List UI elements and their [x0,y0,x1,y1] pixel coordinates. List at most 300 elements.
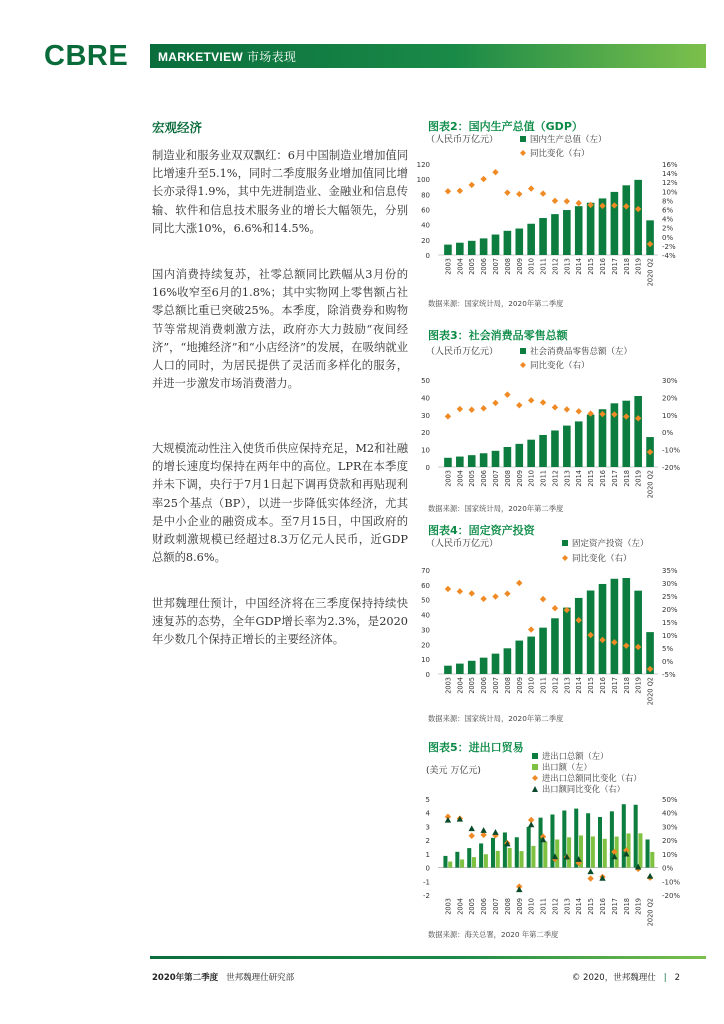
bar [456,243,464,255]
x-tick-label: 2004 [456,677,465,694]
x-tick-label: 2014 [575,898,584,915]
legend-swatch-dot [520,150,526,156]
bar [504,447,512,467]
right-tick-label: 30% [662,823,678,832]
x-tick-label: 2020 Q2 [646,898,655,927]
bar [520,851,524,867]
unit-label: （人民币万亿元） [426,539,499,549]
data-point [469,182,475,188]
legend-swatch-dot [562,555,568,561]
paragraph-4: 世邦魏理仕预计，中国经济将在三季度保持持续快速复苏的态势，全年GDP增长率为2.3%，是2020年少数几个保持正增长的主要经济体。 [152,597,408,647]
bar [444,458,452,467]
data-point [647,873,653,879]
right-tick-label: 0% [662,233,674,242]
x-tick-label: 2005 [468,677,477,694]
data-point [528,397,534,403]
x-tick-label: 2019 [634,677,643,694]
bar [634,591,642,674]
paragraph-2: 国内消费持续复苏，社零总额同比跌幅从3月份的16%收窄至6月的1.8%；其中实物网上零售额占社零总额比重已突破25%。本季度，除消费券和购物节等常规消费刺激方法，政府亦大力鼓励“夜间经济”，“地摊经济”和“小店经济”的发展，在吸纳就业人口的同时，为居民提供了灵活而多样化的服务，并进一步激发市场消费潜力。 [152,268,408,391]
bar [567,837,571,867]
bar [491,838,495,868]
bar [527,440,535,467]
bar [527,827,531,868]
x-tick-label: 2012 [551,258,560,275]
cbre-logo: CBRE [44,40,129,72]
bar [531,846,535,868]
right-tick-label: -5% [662,671,676,679]
x-tick-label: 2013 [563,470,572,487]
left-tick-label: 60 [421,206,430,215]
x-tick-label: 2017 [610,470,619,487]
bar [472,857,476,867]
x-tick-label: 2016 [599,677,607,694]
data-point [587,875,593,881]
bar [480,658,488,674]
data-point [552,198,558,204]
legend-bar-label: 固定资产投资（左） [572,539,649,549]
left-tick-label: 40 [421,611,430,620]
bar [622,185,630,255]
legend-label: 出口额同比变化（右） [542,784,625,794]
left-tick-label: 30 [421,626,430,635]
x-tick-label: 2003 [444,677,453,694]
data-point [480,596,486,602]
x-tick-label: 2005 [468,470,477,487]
x-tick-label: 2006 [480,470,489,487]
bar [443,856,447,868]
data-point [492,400,498,406]
bar [543,842,547,868]
bar [563,210,571,255]
bar [591,836,595,867]
bar [611,579,619,674]
bar [622,401,630,467]
right-tick-label: 35% [662,567,678,575]
right-tick-label: -2% [662,242,676,251]
bar [455,852,459,868]
right-tick-label: 30% [662,580,678,588]
x-tick-label: 2004 [456,470,465,487]
left-tick-label: 50 [421,377,430,385]
x-tick-label: 2016 [599,898,607,915]
x-tick-label: 2006 [480,258,489,275]
left-tick-label: 20 [421,236,430,245]
bar [650,852,654,868]
x-tick-label: 2007 [492,258,500,275]
left-tick-label: 120 [416,161,430,169]
bar [611,192,619,255]
unit-label: （人民币万亿元） [426,347,499,357]
x-tick-label: 2015 [587,258,596,275]
legend-swatch-bar [520,348,526,354]
footer-quarter: 2020年第二季度 [152,973,219,983]
x-tick-label: 2014 [575,470,584,487]
bar [527,224,535,255]
x-tick-label: 2003 [444,258,453,275]
x-tick-label: 2016 [599,258,607,275]
x-tick-label: 2008 [503,258,512,275]
data-point [540,399,546,405]
left-tick-label: 1 [425,850,430,859]
left-tick-label: 0 [425,464,430,472]
data-point [480,405,486,411]
bar [468,455,476,467]
bar [504,648,512,674]
bar [587,415,595,467]
left-tick-label: 5 [425,796,430,804]
data-point [587,868,593,874]
x-tick-label: 2015 [587,898,596,915]
x-tick-label: 2007 [492,677,500,694]
chart-title-trade: 图表5：进出口贸易 [428,741,524,754]
right-tick-label: 2% [662,224,674,233]
data-point [540,190,546,196]
left-tick-label: 0 [425,864,430,873]
x-tick-label: 2017 [610,898,619,915]
right-tick-label: 10% [662,850,678,859]
source-gdp: 数据来源：国家统计局，2020年第二季度 [428,299,564,308]
bar [634,396,642,467]
bar [603,839,607,868]
x-tick-label: 2010 [527,677,536,694]
x-tick-label: 2009 [515,258,524,275]
data-point [492,169,498,175]
footer-left [152,971,294,983]
x-tick-label: 2017 [610,258,619,275]
data-point [480,176,486,182]
left-tick-label: 20 [421,429,430,438]
legend-dot-label: 同比变化（右） [530,361,590,371]
bar [492,451,500,467]
x-tick-label: 2008 [503,898,512,915]
x-tick-label: 2020 Q2 [646,470,655,499]
header-bar [150,44,706,68]
bar [448,862,452,868]
bar [527,637,535,674]
bar [515,444,523,467]
right-tick-label: 14% [662,170,678,179]
x-tick-label: 2011 [539,677,548,694]
bar [539,435,547,467]
right-tick-label: 6% [662,206,674,215]
x-tick-label: 2018 [622,258,631,275]
left-tick-label: 80 [421,191,430,200]
bar [634,805,638,868]
right-tick-label: -4% [662,252,676,260]
bar [563,608,571,674]
legend-dot-label: 同比变化（右） [572,554,632,564]
unit-label: （人民币万亿元） [426,135,499,145]
data-point [552,404,558,410]
bar [456,664,464,674]
data-point [457,588,463,594]
data-point [469,833,475,839]
left-tick-label: -1 [423,878,430,887]
x-tick-label: 2019 [634,898,643,915]
bar [508,848,512,868]
x-tick-label: 2011 [539,258,548,275]
unit-label: (美元 万亿元) [426,766,481,776]
data-point [564,406,570,412]
left-tick-label: 0 [425,252,430,260]
left-tick-label: 20 [421,641,430,650]
data-point [469,590,475,596]
data-point [445,586,451,592]
bar [492,654,500,674]
x-tick-label: 2013 [563,258,572,275]
chart-retail [416,342,716,500]
bar [515,641,523,674]
bar [468,241,476,255]
bar [555,839,559,867]
legend-bar-label: 社会消费品零售总额（左） [530,347,633,357]
right-tick-label: 0% [662,658,674,666]
marketview-label: MARKETVIEW [158,50,243,64]
x-tick-label: 2015 [587,470,596,487]
page-number: 2 [674,973,680,983]
bar [480,453,488,467]
right-tick-label: -10% [662,446,681,455]
legend-label: 进出口总额（左） [542,751,609,761]
data-point [576,408,582,414]
left-tick-label: 40 [421,221,430,230]
x-tick-label: 2018 [622,470,631,487]
data-point [504,590,510,596]
bar [444,666,452,674]
bar [646,839,650,867]
left-tick-label: -2 [423,892,430,900]
footer-right [572,971,680,983]
bar [492,235,500,255]
right-tick-label: 12% [662,179,678,188]
data-point [528,821,534,827]
right-tick-label: 0% [662,429,674,438]
left-tick-label: 50 [421,596,430,605]
data-point [516,580,522,586]
right-tick-label: 4% [662,215,674,224]
paragraph-3: 大规模流动性注入使货币供应保持充足，M2和社融的增长速度均保持在两年中的高位。LPR在本季度并未下调，央行于7月1日起下调再贷款和再贴现利率25个基点（BP），以进一步降低实体经济，尤其是中小企业的融资成本。至7月15日，中国政府的财政刺激规模已经超过8.3万亿元人民币，近GDP总额的8.6%。 [152,442,408,565]
source-retail: 数据来源：国家统计局，2020年第二季度 [428,504,564,513]
left-tick-label: 10 [421,446,430,455]
bar [504,231,512,255]
source-trade: 数据来源：海关总署，2020 年第二季度 [428,930,559,939]
data-point [469,407,475,413]
right-tick-label: 15% [662,619,678,627]
legend-dot-label: 同比变化（右） [530,149,590,159]
bar [479,843,483,867]
footer-copyright: © 2020，世邦魏理仕 [571,973,656,983]
data-point [504,189,510,195]
bar [587,203,595,255]
x-tick-label: 2005 [468,898,477,915]
right-tick-label: 25% [662,593,678,601]
legend-swatch-total-yoy [532,775,538,781]
bar [551,618,559,674]
bar [484,854,488,867]
data-point [445,188,451,194]
x-tick-label: 2019 [634,470,643,487]
x-tick-label: 2016 [599,470,607,487]
bar [551,430,559,467]
data-point [576,200,582,206]
x-tick-label: 2014 [575,258,584,275]
bar [444,245,452,255]
left-tick-label: 40 [421,394,430,403]
x-tick-label: 2008 [503,470,512,487]
right-tick-label: -20% [662,892,681,900]
chart-title-retail: 图表3：社会消费品零售总额 [428,329,568,342]
x-tick-label: 2007 [492,898,500,915]
x-tick-label: 2009 [515,470,524,487]
x-tick-label: 2009 [515,898,524,915]
right-tick-label: 10% [662,411,678,420]
x-tick-label: 2010 [527,898,536,915]
data-point [564,198,570,204]
x-tick-label: 2018 [622,898,631,915]
legend-swatch-total [532,753,538,759]
bar [539,818,543,868]
x-tick-label: 2014 [575,677,584,694]
bar [551,214,559,255]
x-tick-label: 2011 [539,898,548,915]
bar [539,628,547,674]
x-tick-label: 2012 [551,677,560,694]
footer-separator: | [663,973,667,983]
bar [503,832,507,867]
chart-trade [416,751,716,927]
bar [575,421,583,467]
x-tick-label: 2008 [503,677,512,694]
x-tick-label: 2006 [480,677,489,694]
x-tick-label: 2007 [492,470,500,487]
data-point [480,827,486,833]
left-tick-label: 100 [416,176,430,185]
left-tick-label: 4 [425,809,430,818]
right-tick-label: 0% [662,864,674,873]
x-tick-label: 2004 [456,258,465,275]
left-tick-label: 10 [421,656,430,665]
left-tick-label: 0 [425,671,430,679]
data-point [528,185,534,191]
bar [467,848,471,867]
chart-title-fai: 图表4：固定资产投资 [428,524,535,537]
right-tick-label: 50% [662,796,678,804]
x-tick-label: 2020 Q2 [646,677,655,706]
chart-gdp [416,132,716,292]
bar [599,409,607,467]
bar [575,598,583,674]
x-tick-label: 2013 [563,677,572,694]
left-tick-label: 2 [425,837,430,846]
chart-fai [416,536,716,708]
data-point [492,829,498,835]
x-tick-label: 2018 [622,677,631,694]
x-tick-label: 2017 [610,677,619,694]
bar [563,426,571,467]
x-tick-label: 2019 [634,258,643,275]
bar [622,804,626,867]
left-tick-label: 3 [425,823,430,832]
data-point [492,593,498,599]
x-tick-label: 2009 [515,677,524,694]
right-tick-label: 8% [662,197,674,206]
bar [460,859,464,867]
right-tick-label: 40% [662,809,678,818]
bar [634,180,642,255]
x-tick-label: 2011 [539,470,548,487]
data-point [552,605,558,611]
right-tick-label: -20% [662,464,681,472]
header-subtitle: 市场表现 [247,50,297,64]
right-tick-label: 16% [662,161,678,169]
x-tick-label: 2004 [456,898,465,915]
right-tick-label: 20% [662,837,678,846]
data-point [445,817,451,823]
section-heading: 宏观经济 [152,120,203,135]
left-tick-label: 30 [421,411,430,420]
chart-title-gdp: 图表2：国内生产总值（GDP） [428,120,583,133]
data-point [516,191,522,197]
bar [575,206,583,255]
legend-label: 进出口总额同比变化（右） [542,773,642,783]
bar [456,457,464,467]
x-tick-label: 2015 [587,677,596,694]
bar [586,813,590,867]
x-tick-label: 2010 [527,470,536,487]
bar [598,817,602,868]
right-tick-label: 5% [662,645,674,653]
x-tick-label: 2005 [468,258,477,275]
legend-swatch-export-yoy [532,786,538,792]
right-tick-label: 30% [662,377,678,385]
source-fai: 数据来源：国家统计局，2020年第二季度 [428,714,564,723]
data-point [504,391,510,397]
right-tick-label: 10% [662,188,678,197]
data-point [540,596,546,602]
data-point [457,406,463,412]
legend-swatch-bar [562,540,568,546]
bar [496,851,500,868]
right-tick-label: 10% [662,632,678,640]
legend-swatch-dot [520,362,526,368]
left-tick-label: 70 [421,567,430,575]
bar [622,578,630,674]
x-tick-label: 2003 [444,470,453,487]
paragraph-1: 制造业和服务业双双飘红：6月中国制造业增加值同比增速升至5.1%，同时二季度服务业增加值同比增长亦录得1.9%，其中先进制造业、金融业和信息传输、软件和信息技术服务业的增长大幅领先，分别同比大涨10%，6.6%和14.5%。 [152,149,408,235]
x-tick-label: 2012 [551,470,560,487]
right-tick-label: 20% [662,606,678,614]
footer-bar [150,956,706,959]
legend-bar-label: 国内生产总值（左） [530,135,607,145]
x-tick-label: 2012 [551,898,560,915]
bar [539,218,547,255]
x-tick-label: 2013 [563,898,572,915]
right-tick-label: 20% [662,394,678,403]
bar [480,238,488,255]
x-tick-label: 2003 [444,898,453,915]
bar [599,584,607,674]
footer-dept: 世邦魏理仕研究部 [226,973,295,983]
x-tick-label: 2006 [480,898,489,915]
bar [468,661,476,674]
data-point [469,825,475,831]
bar [646,220,654,255]
left-tick-label: 60 [421,581,430,590]
data-point [528,626,534,632]
legend-swatch-export [532,764,538,770]
legend-swatch-bar [520,136,526,142]
bar [515,229,523,255]
